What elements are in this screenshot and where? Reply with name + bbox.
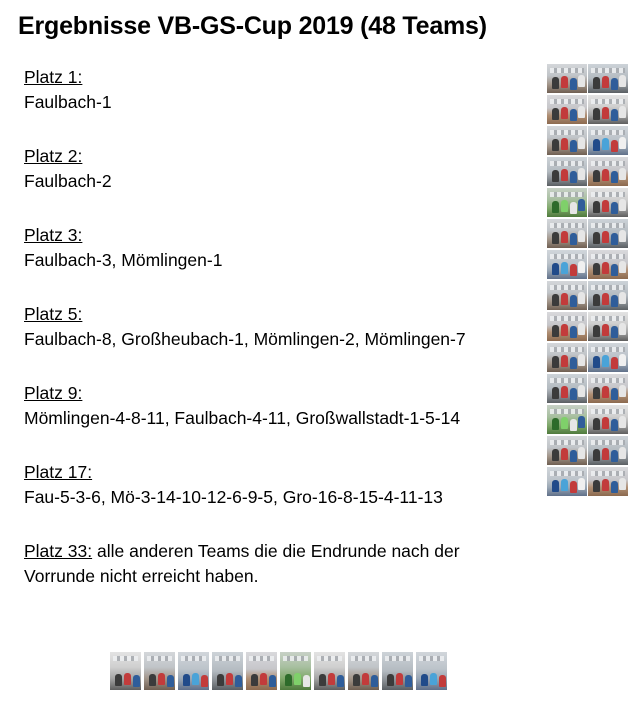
photo-thumbnail[interactable] (246, 652, 277, 690)
photo-thumbnail[interactable] (547, 281, 587, 310)
photo-thumbnail[interactable] (588, 250, 628, 279)
photo-thumbnail[interactable] (588, 343, 628, 372)
team-list: Fau-5-3-6, Mö-3-14-10-12-6-9-5, Gro-16-8-15-4-11-13 (24, 487, 443, 507)
place-label: Platz 9: (24, 383, 83, 403)
photo-thumbnail[interactable] (588, 467, 628, 496)
result-place-5 (24, 302, 534, 352)
photo-thumbnail[interactable] (588, 64, 628, 93)
result-place-2 (24, 144, 534, 194)
photo-thumbnail[interactable] (547, 312, 587, 341)
photo-gallery-column (547, 64, 628, 488)
photo-gallery-row (110, 652, 447, 690)
photo-thumbnail[interactable] (212, 652, 243, 690)
team-list: Faulbach-2 (24, 171, 112, 191)
photo-thumbnail[interactable] (110, 652, 141, 690)
photo-thumbnail[interactable] (588, 312, 628, 341)
photo-thumbnail[interactable] (547, 436, 587, 465)
photo-thumbnail[interactable] (178, 652, 209, 690)
photo-thumbnail[interactable] (416, 652, 447, 690)
results-list (24, 65, 534, 589)
photo-thumbnail[interactable] (144, 652, 175, 690)
photo-thumbnail[interactable] (588, 95, 628, 124)
photo-thumbnail[interactable] (547, 95, 587, 124)
team-list: alle anderen Teams die die Endrunde nach der Vorrunde nicht erreicht haben. (24, 541, 460, 586)
place-label: Platz 17: (24, 462, 93, 482)
photo-thumbnail[interactable] (348, 652, 379, 690)
result-place-33 (24, 539, 534, 589)
place-label: Platz 3: (24, 225, 83, 245)
place-label: Platz 1: (24, 67, 83, 87)
place-label: Platz 33: (24, 541, 93, 561)
photo-thumbnail[interactable] (547, 405, 587, 434)
photo-thumbnail[interactable] (547, 157, 587, 186)
photo-thumbnail[interactable] (547, 126, 587, 155)
photo-thumbnail[interactable] (547, 374, 587, 403)
place-label: Platz 2: (24, 146, 83, 166)
photo-thumbnail[interactable] (382, 652, 413, 690)
photo-thumbnail[interactable] (588, 281, 628, 310)
photo-thumbnail[interactable] (588, 219, 628, 248)
photo-thumbnail[interactable] (588, 436, 628, 465)
photo-thumbnail[interactable] (547, 188, 587, 217)
result-place-1 (24, 65, 534, 115)
result-place-17 (24, 460, 534, 510)
photo-thumbnail[interactable] (588, 126, 628, 155)
photo-thumbnail[interactable] (547, 467, 587, 496)
team-list: Faulbach-8, Großheubach-1, Mömlingen-2, Mömlingen-7 (24, 329, 466, 349)
photo-thumbnail[interactable] (547, 250, 587, 279)
photo-thumbnail[interactable] (547, 64, 587, 93)
result-place-9 (24, 381, 534, 431)
photo-thumbnail[interactable] (547, 219, 587, 248)
photo-thumbnail[interactable] (588, 157, 628, 186)
photo-thumbnail[interactable] (588, 374, 628, 403)
photo-thumbnail[interactable] (588, 405, 628, 434)
team-list: Mömlingen-4-8-11, Faulbach-4-11, Großwallstadt-1-5-14 (24, 408, 461, 428)
photo-thumbnail[interactable] (547, 343, 587, 372)
photo-thumbnail[interactable] (314, 652, 345, 690)
place-label: Platz 5: (24, 304, 83, 324)
team-list: Faulbach-3, Mömlingen-1 (24, 250, 223, 270)
page-title: Ergebnisse VB-GS-Cup 2019 (48 Teams) (18, 12, 487, 40)
photo-thumbnail[interactable] (588, 188, 628, 217)
result-place-3 (24, 223, 534, 273)
team-list: Faulbach-1 (24, 92, 112, 112)
photo-thumbnail[interactable] (280, 652, 311, 690)
